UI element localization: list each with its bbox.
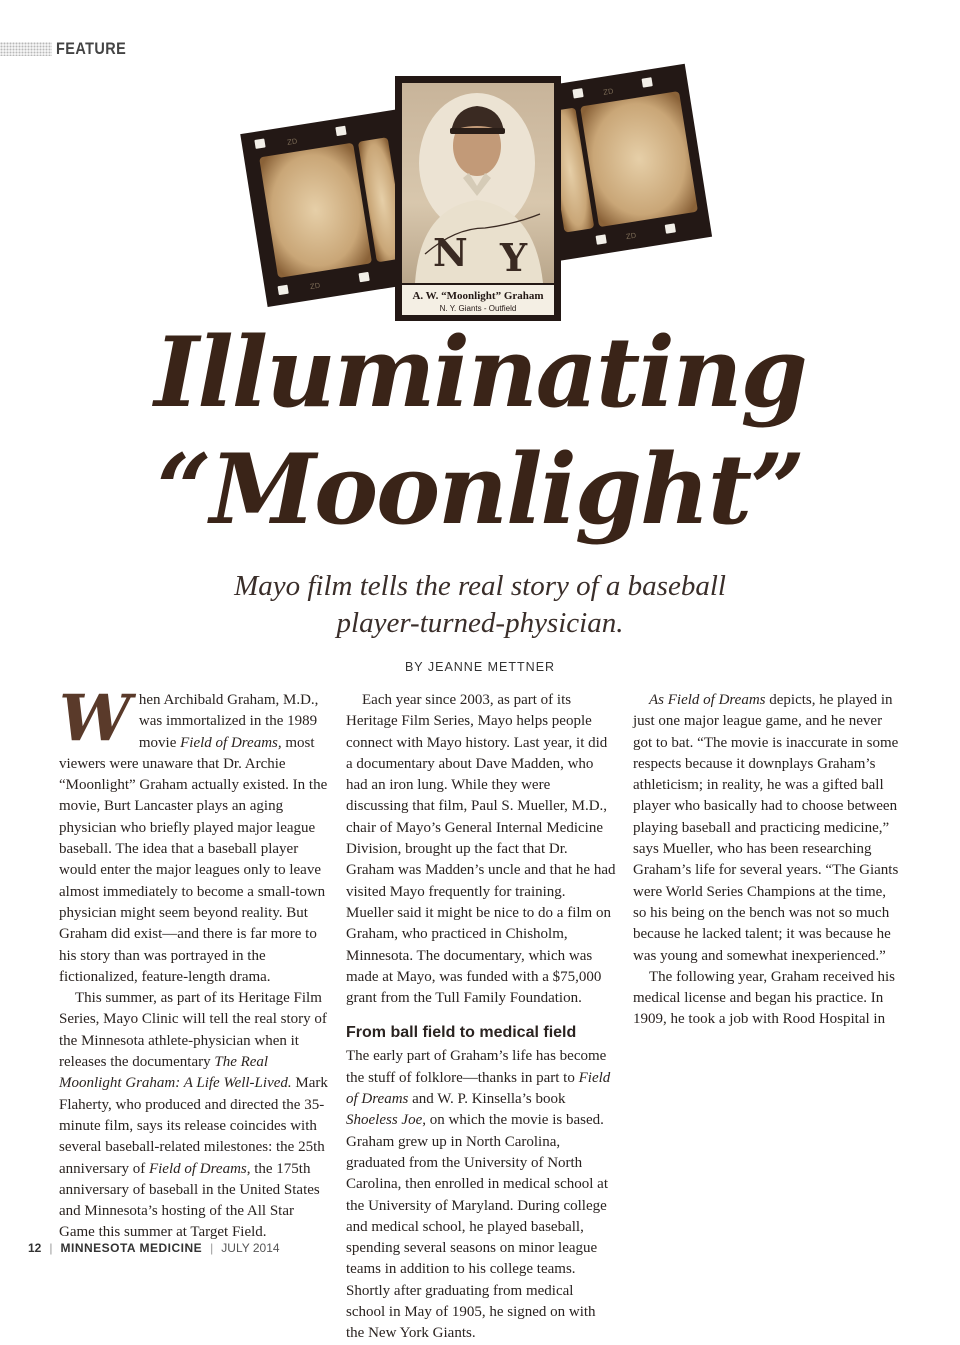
paragraph-4: The early part of Graham’s life has become the stuff of folklore—thanks in part to Field of Dreams and W. P. Kinsella’s book Shoeless Joe, on which the movie is based. Graham grew up in North Carolina, graduated from the University of North Carolina, then enrolled in medical school at the University of Maryland. During college and medical school, he played baseball, spending several seasons on minor league teams in addition to his college teams. Shortly after graduating from medical school in May of 1905, he signed on with the New York Giants. — [346, 1048, 611, 1342]
magazine-name: MINNESOTA MEDICINE — [60, 1241, 203, 1255]
page-number: 12 — [28, 1241, 42, 1255]
body-column-3 — [633, 690, 903, 1031]
deck-line-2: player-turned-physician. — [336, 607, 624, 639]
drop-cap: W — [59, 681, 131, 756]
headline-line-2: “Moonlight” — [156, 433, 804, 546]
paragraph-1: When Archibald Graham, M.D., was immortalized in the 1989 movie Field of Dreams, most viewers were unaware that Dr. Archie “Moonlight” Graham actually existed. In the movie, Burt Lancaster plays an aging physician who briefly played major league baseball. The idea that a baseball player would enter the major leagues only to leave almost immediately to become a small-town physician might seem beyond reality. But Graham did exist—and there is far more to his story than was portrayed in the fictionalized, feature-length drama. — [59, 681, 328, 985]
paragraph-3: Each year since 2003, as part of its Heritage Film Series, Mayo helps people connect with Mayo history. Last year, it did a documentary about Dave Madden, who had an iron lung. While they were discussing that film, Paul S. Mueller, M.D., chair of Mayo’s General Internal Medicine Division, brought up the fact that Dr. Graham was Madden’s uncle and that he had visited Mayo frequently for training. Mueller said it might be nice to do a film on Graham, who practiced in Chisholm, Minnesota. The documentary, which was made at Mayo, was funded with a $75,000 grant from the Tull Family Foundation. — [346, 692, 616, 1007]
body-column-2 — [346, 690, 616, 1342]
svg-text:ZD: ZD — [286, 137, 298, 147]
svg-text:ZD: ZD — [602, 87, 614, 97]
body-column-1 — [59, 681, 329, 1241]
svg-text:ZD: ZD — [625, 231, 637, 242]
byline: BY JEANNE METTNER — [404, 660, 556, 674]
section-tag-dots — [0, 42, 52, 56]
filmstrip-photo-illustration — [255, 28, 695, 328]
headline-line-1: Illuminating — [154, 316, 806, 429]
photo-caption-name: A. W. “Moonlight” Graham — [412, 290, 544, 302]
issue-date: JULY 2014 — [221, 1241, 280, 1255]
deck-line-1: Mayo film tells the real story of a baseball — [234, 570, 726, 602]
subhead: From ball field to medical field — [346, 1024, 577, 1042]
svg-text:ZD: ZD — [309, 281, 321, 292]
paragraph-5: As Field of Dreams depicts, he played in just one major league game, and he never got to bat. “The movie is inaccurate in some respects because it downplays Graham’s athleticism; in reality, he was a gifted ball player who basically had to choose between playing baseball and practicing medicine,” says Mueller, who has been researching Graham’s life for several years. “The Giants were World Series Champions at the time, so his being on the bench was not so much because he lacked talent; it was because he was young and somewhat inexperienced.” — [633, 692, 899, 964]
paragraph-6: The following year, Graham received his medical license and began his practice. In 1909, he took a job with Rood Hospital in — [633, 968, 895, 1028]
paragraph-2: This summer, as part of its Heritage Film Series, Mayo Clinic will tell the real story of the Minnesota athlete-physician when it releases the documentary The Real Moonlight Graham: A Life Well-Lived. Mark Flaherty, who produced and directed the 35-minute film, says its release coincides with several baseball-related milestones: the 25th anniversary of Field of Dreams, the 175th anniversary of baseball in the United States and Minnesota’s hosting of the All Star Game this summer at Target Field. — [59, 990, 328, 1241]
cap-letter-n: N — [433, 230, 468, 275]
cap-letter-y: Y — [500, 235, 528, 280]
page-footer — [28, 1241, 280, 1255]
footer-separator: | — [49, 1241, 53, 1255]
section-tag-label: FEATURE — [56, 39, 127, 58]
deck — [150, 568, 810, 642]
section-tag — [0, 38, 139, 60]
photo-caption-team: N. Y. Giants - Outfield — [439, 304, 517, 313]
footer-separator: | — [210, 1241, 214, 1255]
